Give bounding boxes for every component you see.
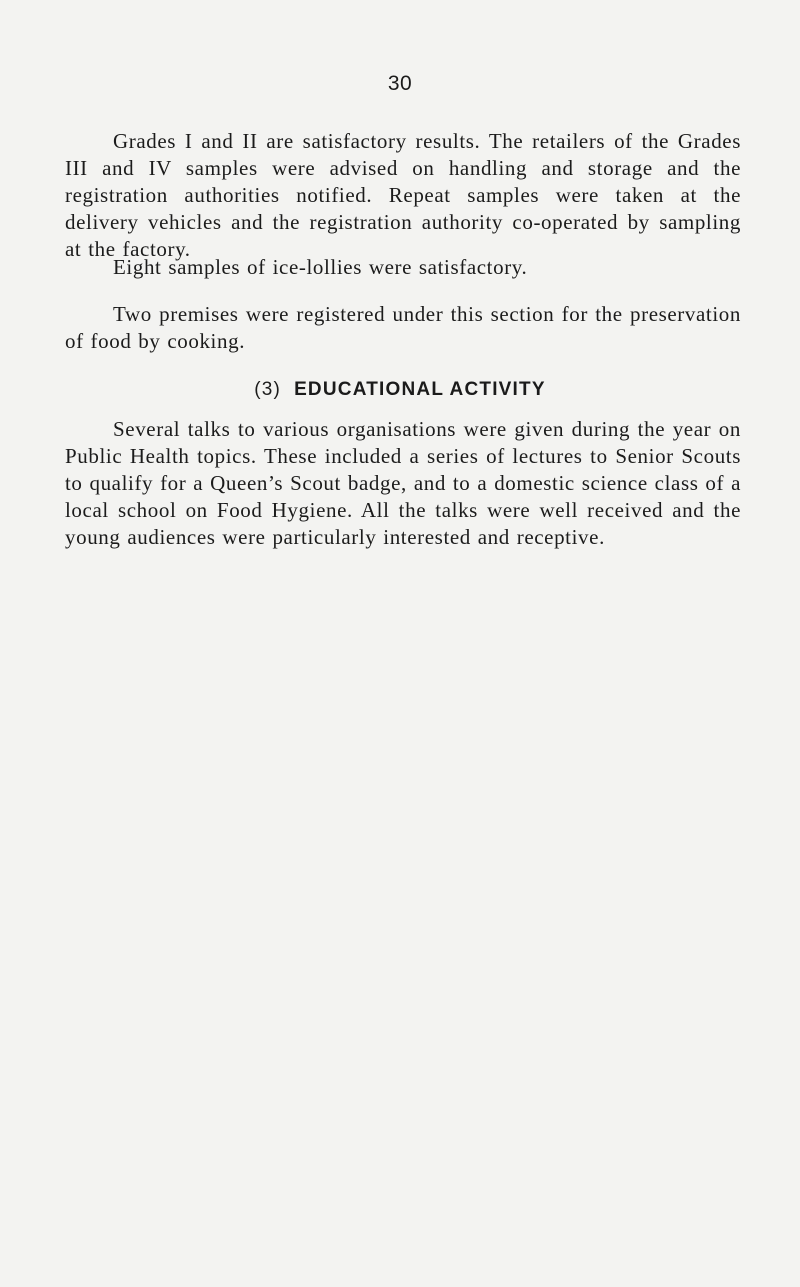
paragraph-educational-activity bbox=[65, 416, 741, 551]
paragraph-text: Two premises were registered under this section for the preservation of food by cooking. bbox=[65, 302, 741, 353]
section-number: (3) bbox=[254, 379, 282, 400]
page-number: 30 bbox=[387, 72, 413, 95]
paragraph-ice-lollies bbox=[65, 254, 741, 281]
paragraph-text: Several talks to various organisations were given during the year on Public Health topics. These included a series of lectures to Senior Scouts to qualify for a Queen’s Scout badge, and to a domestic science class of a local school on Food Hygiene. All the talks were well received and the young audiences were particularly interested and receptive. bbox=[65, 417, 741, 549]
paragraph-text: Grades I and II are satisfactory results. The retailers of the Grades III and IV samples were advised on handling and storage and the registration authorities notified. Repeat samples were taken at the delivery vehicles and the registration authority co-operated by sampling at the factory. bbox=[65, 129, 741, 261]
paragraph-premises-registered bbox=[65, 301, 741, 355]
section-title: EDUCATIONAL ACTIVITY bbox=[294, 379, 546, 400]
section-heading bbox=[0, 379, 800, 401]
paragraph-grades-results bbox=[65, 128, 741, 263]
paragraph-text: Eight samples of ice-lollies were satisfactory. bbox=[113, 255, 528, 279]
